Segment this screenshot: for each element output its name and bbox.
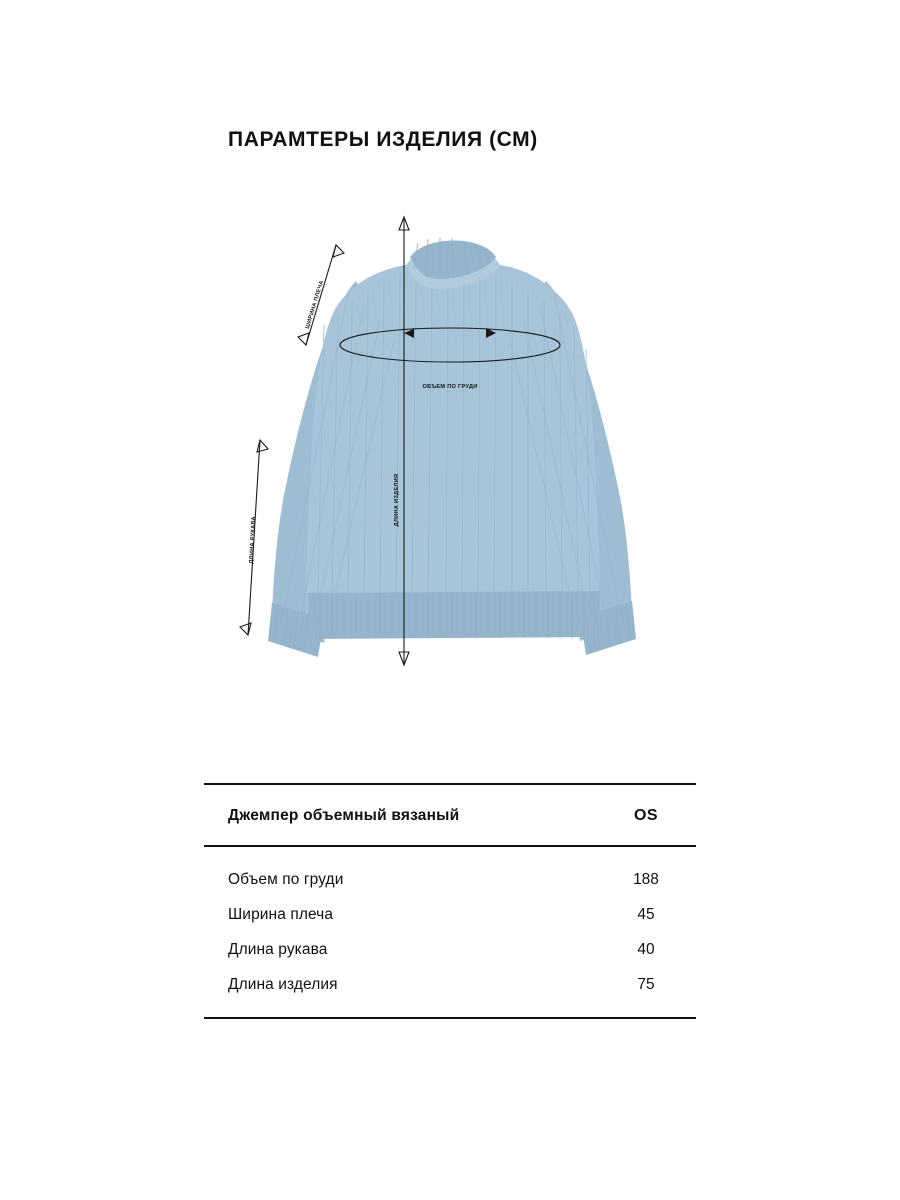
table-body [204, 847, 696, 1017]
svg-text:ШИРИНА ПЛЕЧА: ШИРИНА ПЛЕЧА [304, 279, 326, 330]
product-name: Джемпер объемный вязаный [228, 807, 460, 824]
sweater-shape [268, 237, 636, 657]
table-row [204, 933, 696, 968]
table-row [204, 898, 696, 933]
table-row [204, 968, 696, 1003]
measurement-value: 188 [633, 871, 659, 888]
measurement-label: Длина изделия [228, 976, 338, 993]
table-row [204, 863, 696, 898]
measurement-value: 75 [637, 976, 655, 993]
sweater-illustration [228, 195, 678, 695]
table-bottom-rule [204, 1017, 696, 1019]
svg-text:ОБЪЕМ ПО ГРУДИ: ОБЪЕМ ПО ГРУДИ [422, 384, 478, 390]
measurement-label: Объем по груди [228, 871, 344, 888]
svg-text:ДЛИНА РУКАВА: ДЛИНА РУКАВА [248, 516, 258, 564]
measurement-label: Длина рукава [228, 941, 328, 958]
table-header-row [204, 785, 696, 845]
size-header: OS [634, 807, 658, 824]
measurement-value: 40 [637, 941, 655, 958]
sleeve-dimension [240, 440, 268, 635]
measurements-table [204, 783, 696, 1019]
svg-text:ДЛИНА ИЗДЕЛИЯ: ДЛИНА ИЗДЕЛИЯ [394, 473, 400, 527]
measurement-value: 45 [637, 906, 655, 923]
measurement-label: Ширина плеча [228, 906, 334, 923]
page-title: ПАРАМТЕРЫ ИЗДЕЛИЯ (СМ) [228, 128, 538, 151]
